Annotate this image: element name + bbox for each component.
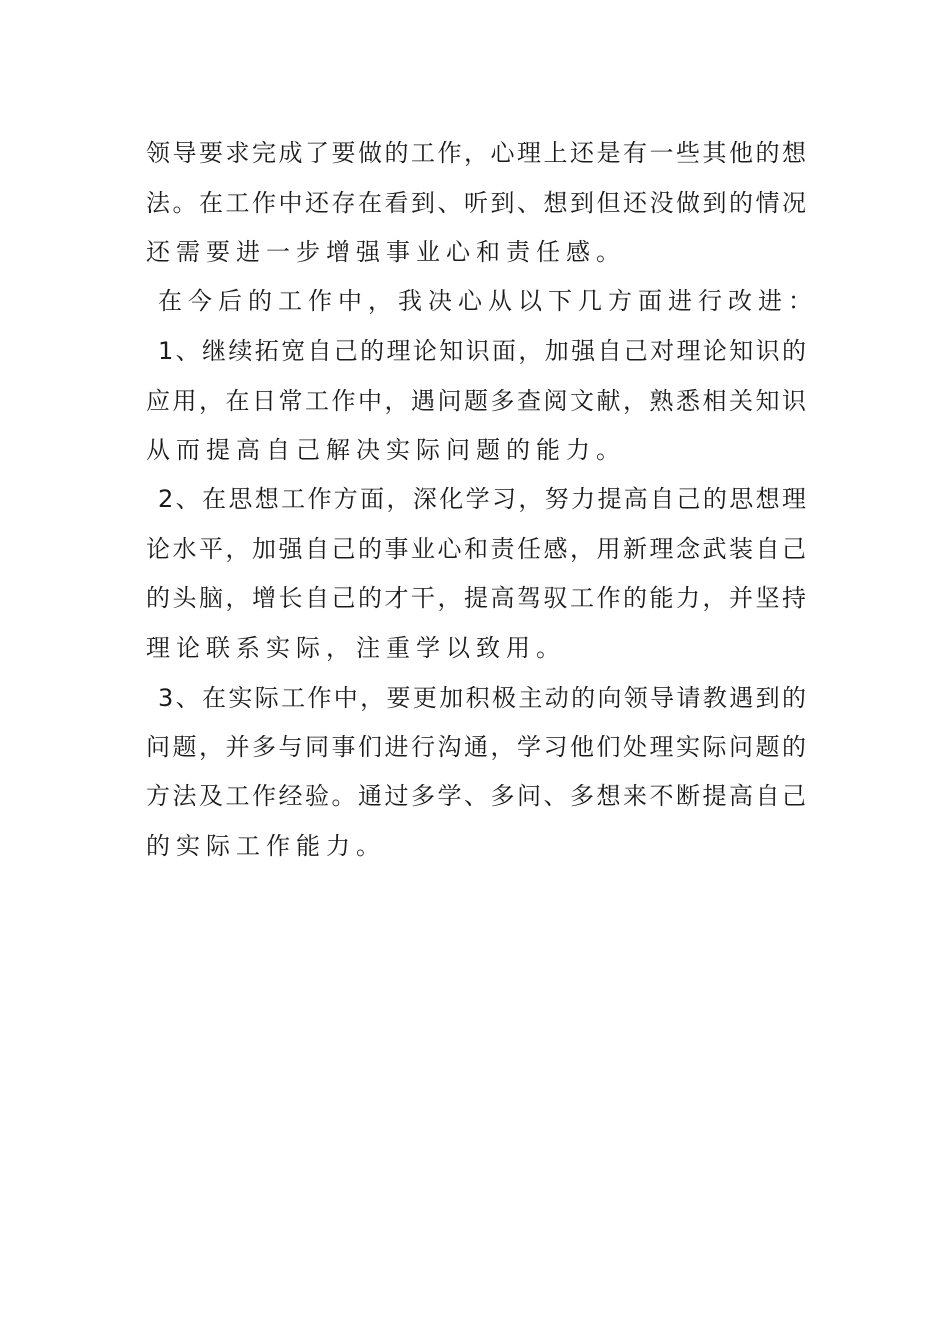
paragraph-3-line-3: 从而提高自己解决实际问题的能力。 — [146, 436, 626, 464]
paragraph-4-line-2: 论水平，加强自己的事业心和责任感，用新理念武装自己 — [146, 535, 806, 563]
paragraph-3-line-2: 应用，在日常工作中，遇问题多查阅文献，熟悉相关知识 — [146, 387, 806, 415]
paragraph-5-line-3: 方法及工作经验。通过多学、多问、多想来不断提高自己 — [146, 782, 806, 810]
paragraph-4-line-4: 理论联系实际，注重学以致用。 — [146, 634, 566, 662]
paragraph-5-line-4: 的实际工作能力。 — [146, 832, 386, 860]
paragraph-4-line-1: 2、在思想工作方面，深化学习，努力提高自己的思想理 — [158, 485, 806, 513]
paragraph-1-line-3: 还需要进一步增强事业心和责任感。 — [146, 238, 626, 266]
paragraph-5-line-1: 3、在实际工作中，要更加积极主动的向领导请教遇到的 — [158, 684, 806, 712]
paragraph-1-line-2: 法。在工作中还存在看到、听到、想到但还没做到的情况 — [146, 189, 806, 217]
paragraph-3-line-1: 1、继续拓宽自己的理论知识面，加强自己对理论知识的 — [158, 337, 806, 365]
paragraph-1-line-1: 领导要求完成了要做的工作，心理上还是有一些其他的想 — [146, 139, 806, 167]
paragraph-4-line-3: 的头脑，增长自己的才干，提高驾驭工作的能力，并坚持 — [146, 584, 806, 612]
paragraph-2-line-1: 在今后的工作中，我决心从以下几方面进行改进： — [158, 287, 818, 315]
paragraph-5-line-2: 问题，并多与同事们进行沟通，学习他们处理实际问题的 — [146, 733, 806, 761]
